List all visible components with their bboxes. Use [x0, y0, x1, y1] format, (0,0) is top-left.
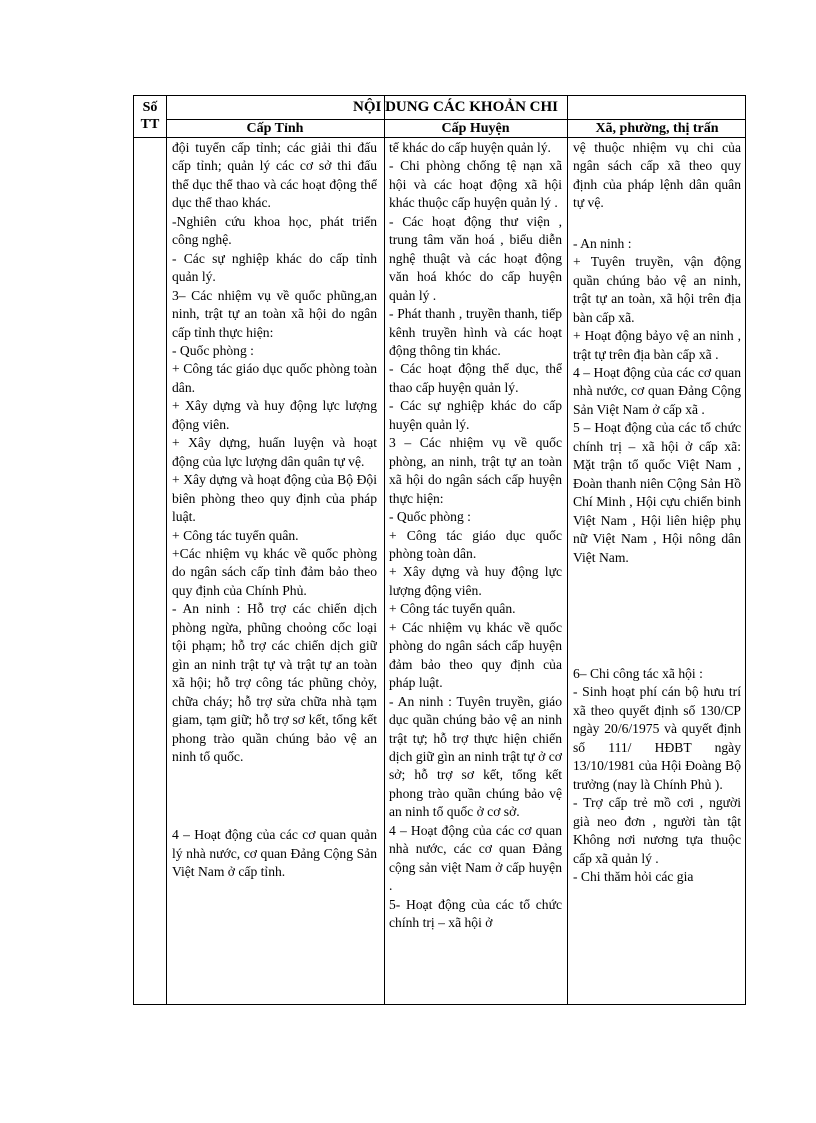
xa-paragraph: - An ninh :	[573, 235, 632, 251]
tinh-paragraph: đội tuyển cấp tỉnh; các giải thi đấu cấp tỉnh; quản lý các cơ sở thi đấu thể dục thể thao và các hoạt động thể dục thể thao khác.	[172, 140, 377, 211]
tinh-paragraph: - An ninh : Hỗ trợ các chiến dịch phòng ngừa, phũng choỏng cốc loại tội phạm; hỗ trợ các chiến dịch giữ gìn an ninh trật tự và trật tự an toàn xã hội; hỗ trợ công tác phũng chỏy, chữa cháy; hỗ trợ sửa chữa nhà tạm giam, tạm giữ; hỗ trợ sơ kết, tổng kết phong trào quần chúng bảo vệ an ninh tổ quốc.	[172, 601, 377, 764]
xa-paragraph: + Tuyên truyền, vận động quần chúng bảo vệ an ninh, trật tự an toàn, xã hội trên địa bàn cấp xã.	[573, 254, 741, 325]
col-header-xa: Xã, phường, thị trấn	[595, 121, 719, 136]
col-header-huyen: Cấp Huyện	[441, 121, 510, 136]
so-tt-header: Số TT	[140, 100, 160, 132]
huyen-paragraph: - Các sự nghiệp khác do cấp huyện quản lý.	[389, 398, 562, 432]
tinh-paragraph: + Xây dựng và hoạt động của Bộ Đội biên phòng theo quy định của pháp luật.	[172, 472, 377, 525]
huyen-paragraph: - Các hoạt động thể dục, thể thao cấp huyện quản lý.	[389, 361, 562, 395]
col-header-tinh: Cấp Tỉnh	[246, 121, 304, 136]
huyen-paragraph: - Phát thanh , truyền thanh, tiếp kênh truyền hình và các hoạt động thông tin khác.	[389, 306, 562, 358]
huyen-paragraph: 5- Hoạt động của các tổ chức chính trị – xã hội ở	[389, 896, 562, 931]
huyen-paragraph: + Công tác tuyển quân.	[389, 601, 516, 617]
tinh-paragraph: 4 – Hoạt động của các cơ quan quản lý nhà nước, cơ quan Đảng Cộng Sản Việt Nam ở cấp tỉnh.	[172, 827, 377, 880]
column-tinh	[172, 139, 377, 1004]
xa-paragraph: - Sinh hoạt phí cán bộ hưu trí xã theo quyết định số 130/CP ngày 20/6/1975 và quyết định số 111/ HĐBT ngày 13/10/1981 của Hội Đoàng Bộ trưởng (nay là Chính Phủ ).	[573, 684, 741, 792]
huyen-paragraph: + Các nhiệm vụ khác về quốc phòng do ngân sách cấp huyện đảm bảo theo quy định của pháp luật.	[389, 619, 562, 691]
tinh-paragraph: + Xây dựng, huấn luyện và hoạt động của lực lượng dân quân tự vệ.	[172, 435, 377, 469]
column-divider	[567, 96, 568, 1004]
tinh-paragraph: -Nghiên cứu khoa học, phát triển công nghệ.	[172, 213, 377, 248]
huyen-paragraph: - Chi phòng chống tệ nạn xã hội và các hoạt động xã hội khác thuộc cấp huyện quản lý .	[389, 158, 562, 211]
huyen-paragraph: - An ninh : Tuyên truyền, giáo dục quần chúng bảo vệ an ninh trật tự; hỗ trợ thực hiện chiến dịch giữ gìn an ninh trật tự ở cơ sở; hỗ trợ sơ kết, tổng kết phong trào quần chúng bảo vệ an ninh tổ quốc ở cơ sở.	[389, 693, 562, 820]
column-divider	[384, 96, 385, 1004]
xa-paragraph: + Hoạt động bảyo vệ an ninh , trật tự trên địa bàn cấp xã .	[573, 328, 741, 362]
xa-paragraph: vệ thuộc nhiệm vụ chi của ngân sách cấp xã theo quy định của pháp lệnh dân quân tự vệ.	[573, 140, 741, 211]
tinh-paragraph: + Công tác tuyển quân.	[172, 527, 299, 543]
tinh-paragraph: 3– Các nhiệm vụ về quốc phũng,an ninh, trật tự an toàn xã hội do ngân cấp tỉnh thực hiện:	[172, 287, 377, 340]
header-bottom-line	[134, 137, 745, 138]
huyen-paragraph: tế khác do cấp huyện quản lý.	[389, 140, 551, 155]
huyen-paragraph: - Quốc phòng :	[389, 509, 471, 525]
table-title: NỘI DUNG CÁC KHOẢN CHI	[352, 99, 558, 115]
tinh-paragraph: + Xây dựng và huy động lực lượng động viên.	[172, 398, 377, 432]
huyen-paragraph: + Công tác giáo dục quốc phòng toàn dân.	[389, 527, 562, 561]
tinh-paragraph: - Quốc phòng :	[172, 342, 254, 358]
huyen-paragraph: 3 – Các nhiệm vụ về quốc phòng, an ninh, trật tự an toàn xã hội do ngân sách cấp huyện thực hiện:	[389, 435, 562, 506]
tinh-paragraph: +Các nhiệm vụ khác về quốc phòng do ngân sách cấp tỉnh đảm bảo theo quy định của Chính Phủ.	[172, 545, 377, 598]
xa-paragraph: 5 – Hoạt động của các tổ chức chính trị – xã hội ở cấp xã: Mặt trận tổ quốc Việt Nam , Đoàn thanh niên Cộng Sản Hồ Chí Minh , Hội cựu chiến binh Việt Nam , Hội liên hiệp phụ nữ Việt Nam , Hội nông dân Việt Nam.	[573, 420, 741, 565]
column-huyen	[389, 139, 562, 1004]
huyen-paragraph: - Các hoạt động thư viện , trung tâm văn hoá , biểu diễn nghệ thuật và các hoạt động văn hoá khóc do cấp huyện quản lý .	[389, 213, 562, 303]
xa-paragraph: 6– Chi công tác xã hội :	[573, 665, 703, 681]
tinh-paragraph: + Công tác giáo dục quốc phòng toàn dân.	[172, 361, 377, 395]
huyen-paragraph: + Xây dựng và huy động lực lượng động viên.	[389, 564, 562, 598]
tinh-paragraph: - Các sự nghiệp khác do cấp tỉnh quản lý.	[172, 250, 377, 285]
budget-table	[133, 95, 746, 1005]
huyen-paragraph: 4 – Hoạt động của các cơ quan nhà nước, các cơ quan Đảng cộng sản việt Nam ở cấp huyện .	[389, 822, 562, 894]
column-divider	[166, 96, 167, 1004]
xa-paragraph: - Chi thăm hỏi các gia	[573, 868, 694, 884]
xa-paragraph: - Trợ cấp trẻ mồ cơi , người già neo đơn , người tàn tật Không nơi nương tựa thuộc cấp xã quản lý .	[573, 795, 741, 866]
column-xa	[573, 139, 741, 1004]
xa-paragraph: 4 – Hoạt động của các cơ quan nhà nước, cơ quan Đảng Cộng Sản Việt Nam ở cấp xã .	[573, 364, 741, 417]
